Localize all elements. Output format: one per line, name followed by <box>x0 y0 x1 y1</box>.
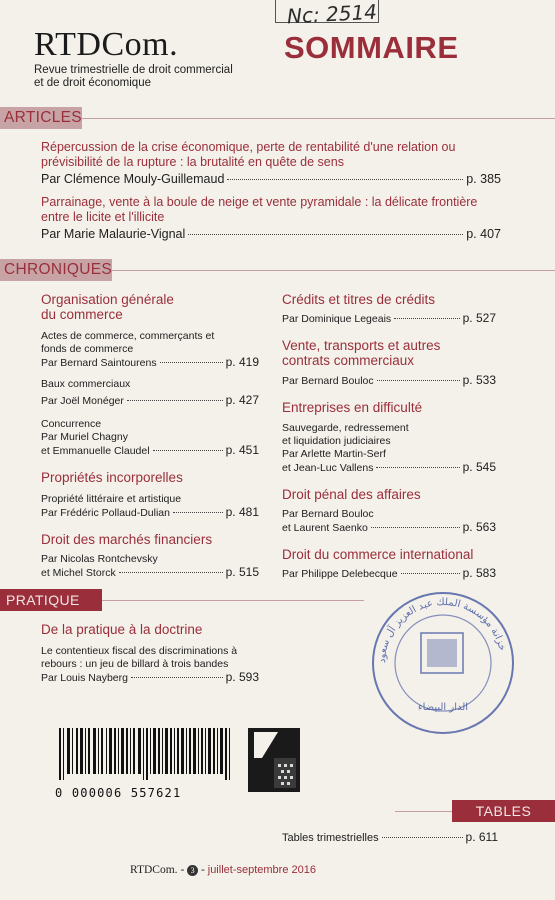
entry-international-author: Par Philippe Delebecque <box>282 568 398 580</box>
entry-sauvegarde-author1: Par Arlette Martin-Serf <box>282 448 386 460</box>
entry-penal-page: p. 563 <box>462 520 496 534</box>
entry-propriete-author: Par Frédéric Pollaud-Dulian <box>41 507 170 519</box>
section-title-organisation-1[interactable]: Organisation générale <box>41 292 174 307</box>
article-author-row-1 <box>41 172 501 187</box>
chroniques-banner-line <box>112 270 555 271</box>
entry-tables-label: Tables trimestrielles <box>282 832 379 844</box>
pratique-section <box>41 622 259 685</box>
entry-sauvegarde-author-row <box>282 461 496 475</box>
entry-sauvegarde-author2: et Jean-Luc Vallens <box>282 462 374 474</box>
entry-concurrence-author-row <box>41 444 259 458</box>
section-title-vente-1[interactable]: Vente, transports et autres <box>282 338 441 353</box>
entry-marches[interactable] <box>41 553 259 580</box>
barcode <box>55 728 245 800</box>
page-title: SOMMAIRE <box>284 30 459 65</box>
article-author-1: Par Clémence Mouly-Guillemaud <box>41 172 225 186</box>
entry-sauvegarde-title-2: et liquidation judiciaires <box>282 435 391 447</box>
leader-dots <box>376 467 459 468</box>
entry-credits-author: Par Dominique Legeais <box>282 313 392 325</box>
article-page-1: p. 385 <box>466 172 501 186</box>
chroniques-left-column <box>41 292 259 580</box>
section-title-international[interactable]: Droit du commerce international <box>282 547 474 562</box>
entry-pratique-title-1: Le contentieux fiscal des discriminations à <box>41 645 238 657</box>
chroniques-banner: CHRONIQUES <box>0 259 112 281</box>
article-entry-2[interactable] <box>41 195 501 242</box>
footer-journal: RTDCom. <box>130 864 178 876</box>
article-page-2: p. 407 <box>466 227 501 241</box>
leader-dots <box>131 677 223 678</box>
chroniques-right-column <box>282 292 496 581</box>
leader-dots <box>382 837 463 838</box>
entry-credits-author-row[interactable] <box>282 312 496 326</box>
section-title-pratique[interactable]: De la pratique à la doctrine <box>41 622 203 637</box>
leader-dots <box>377 380 460 381</box>
entry-baux-page: p. 427 <box>225 393 259 407</box>
leader-dots <box>173 512 223 513</box>
pratique-banner: PRATIQUE <box>0 589 102 611</box>
barcode-number: 0 000006 557621 <box>55 786 182 800</box>
entry-concurrence[interactable] <box>41 418 259 458</box>
entry-baux[interactable] <box>41 378 259 408</box>
entry-baux-title: Baux commerciaux <box>41 378 131 390</box>
entry-actes[interactable] <box>41 330 259 370</box>
journal-subtitle-line2: et de droit économique <box>34 77 151 89</box>
entry-marches-author1: Par Nicolas Rontchevsky <box>41 553 158 565</box>
pratique-banner-line <box>102 600 364 601</box>
entry-marches-author2: et Michel Storck <box>41 567 116 579</box>
section-title-penal[interactable]: Droit pénal des affaires <box>282 487 421 502</box>
entry-penal[interactable] <box>282 508 496 535</box>
leader-dots <box>127 400 223 401</box>
entry-tables-row <box>282 831 498 845</box>
page-footer: RTDCom. - 3 - juillet-septembre 2016 <box>130 864 316 876</box>
tables-banner: TABLES <box>452 800 555 822</box>
entry-credits-page: p. 527 <box>462 311 496 325</box>
article-author-row-2 <box>41 227 501 242</box>
leader-dots <box>119 572 223 573</box>
entry-pratique-author-row <box>41 671 259 685</box>
footer-issue-number: 3 <box>187 865 198 876</box>
entry-actes-title-2: fonds de commerce <box>41 343 134 355</box>
section-title-organisation-2[interactable]: du commerce <box>41 307 123 322</box>
entry-penal-author2: et Laurent Saenko <box>282 522 368 534</box>
article-title-1-line1: Répercussion de la crise économique, perte de rentabilité d'une relation ou <box>41 140 456 154</box>
entry-propriete-title: Propriété littéraire et artistique <box>41 493 182 505</box>
entry-pratique-author: Par Louis Nayberg <box>41 672 128 684</box>
entry-concurrence-title: Concurrence <box>41 418 102 430</box>
leader-dots <box>188 234 463 235</box>
entry-propriete[interactable] <box>41 493 259 520</box>
library-stamp-icon <box>368 588 518 738</box>
section-title-marches[interactable]: Droit des marchés financiers <box>41 532 213 547</box>
entry-pratique[interactable] <box>41 645 259 685</box>
article-title-2-line1: Parrainage, vente à la boule de neige et vente pyramidale : la délicate frontière <box>41 195 478 209</box>
handwritten-note: Nc: 2514 <box>286 0 378 29</box>
entry-concurrence-author1: Par Muriel Chagny <box>41 431 128 443</box>
publisher-logo-icon <box>248 728 300 792</box>
entry-tables[interactable] <box>282 831 498 845</box>
leader-dots <box>394 318 459 319</box>
leader-dots <box>227 179 463 180</box>
entry-concurrence-page: p. 451 <box>225 443 259 457</box>
entry-actes-author-row <box>41 356 259 370</box>
section-title-entreprises[interactable]: Entreprises en difficulté <box>282 400 423 415</box>
entry-marches-page: p. 515 <box>225 565 259 579</box>
tables-banner-line <box>395 811 452 812</box>
articles-banner: ARTICLES <box>0 107 82 129</box>
entry-baux-author: Par Joël Monéger <box>41 395 124 407</box>
leader-dots <box>153 450 223 451</box>
article-author-2: Par Marie Malaurie-Vignal <box>41 227 186 241</box>
entry-propriete-author-row <box>41 506 259 520</box>
footer-date: juillet-septembre 2016 <box>207 864 316 876</box>
entry-tables-page: p. 611 <box>465 830 498 844</box>
article-entry-1[interactable] <box>41 140 501 187</box>
section-title-credits[interactable]: Crédits et titres de crédits <box>282 292 436 307</box>
section-title-vente-2[interactable]: contrats commerciaux <box>282 353 415 368</box>
entry-propriete-page: p. 481 <box>225 505 259 519</box>
entry-penal-author-row <box>282 521 496 535</box>
section-title-proprietes[interactable]: Propriétés incorporelles <box>41 470 183 485</box>
leader-dots <box>371 527 460 528</box>
journal-subtitle <box>34 64 264 90</box>
leader-dots <box>401 573 460 574</box>
journal-logo: RTDCom. <box>34 26 179 63</box>
entry-international-author-row[interactable] <box>282 567 496 581</box>
stamp-outer-text: خزانة مؤسسة الملك عبد العزيز آل سعود <box>376 596 508 664</box>
entry-concurrence-author2: et Emmanuelle Claudel <box>41 445 150 457</box>
entry-baux-author-row <box>41 394 259 408</box>
leader-dots <box>160 362 223 363</box>
entry-sauvegarde[interactable] <box>282 422 496 475</box>
entry-actes-author: Par Bernard Saintourens <box>41 357 157 369</box>
entry-actes-page: p. 419 <box>225 355 259 369</box>
entry-penal-author1: Par Bernard Bouloc <box>282 508 374 520</box>
entry-vente-author-row[interactable] <box>282 374 496 388</box>
entry-sauvegarde-page: p. 545 <box>462 460 496 474</box>
entry-pratique-page: p. 593 <box>225 670 259 684</box>
journal-subtitle-line1: Revue trimestrielle de droit commercial <box>34 64 233 76</box>
entry-sauvegarde-title-1: Sauvegarde, redressement <box>282 422 409 434</box>
entry-pratique-title-2: rebours : un jeu de billard à trois bandes <box>41 658 229 670</box>
entry-vente-page: p. 533 <box>462 373 496 387</box>
entry-marches-author-row <box>41 566 259 580</box>
article-title-2-line2: entre le licite et l'illicite <box>41 210 165 224</box>
entry-vente-author: Par Bernard Bouloc <box>282 375 374 387</box>
entry-international-page: p. 583 <box>462 566 496 580</box>
barcode-bars <box>55 728 245 780</box>
entry-actes-title-1: Actes de commerce, commerçants et <box>41 330 215 342</box>
stamp-inner-text: الدار البيضاء <box>417 702 469 713</box>
article-title-1-line2: prévisibilité de la rupture : la brutalité en quête de sens <box>41 155 344 169</box>
articles-banner-line <box>82 118 555 119</box>
